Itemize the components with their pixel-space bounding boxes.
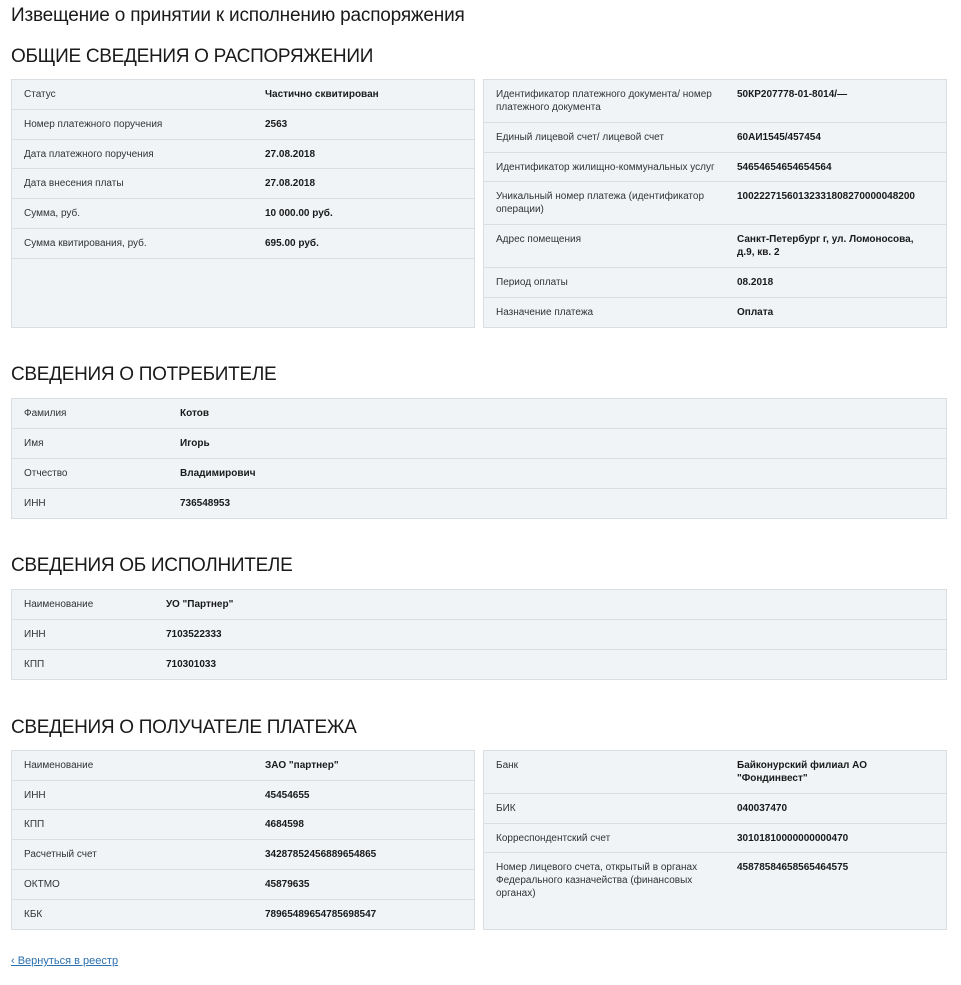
row-label: Сумма, руб. (24, 208, 81, 219)
row-bik (484, 794, 946, 824)
row-payment-doc-id (484, 80, 946, 123)
row-label: Адрес помещения (496, 234, 582, 245)
row-executor-kpp (12, 650, 946, 679)
row-label: Сумма квитирования, руб. (24, 238, 147, 249)
row-value: 10 000.00 руб. (265, 208, 333, 219)
row-label: ОКТМО (24, 879, 60, 890)
row-value: 27.08.2018 (265, 149, 316, 160)
row-value: 10022271560132331808270000048200 (737, 191, 915, 202)
row-label: Дата платежного поручения (24, 149, 154, 160)
row-value: 60АИ1545/457454 (737, 132, 821, 143)
row-value: Санкт-Петербург г, ул. Ломоносова, д.9, кв. 2 (737, 234, 914, 258)
row-value: 4684598 (265, 819, 304, 830)
row-value: Котов (180, 408, 209, 419)
row-label: Уникальный номер платежа (идентификатор операции) (496, 191, 705, 215)
row-payment-period (484, 268, 946, 298)
row-label: Назначение платежа (496, 307, 594, 318)
row-value: Оплата (737, 307, 774, 318)
row-recipient-account (12, 840, 474, 870)
general-left-panel (11, 79, 475, 328)
row-payment-date (12, 169, 474, 199)
row-executor-name (12, 590, 946, 620)
row-label: Дата внесения платы (24, 178, 124, 189)
row-label: Имя (24, 438, 44, 449)
row-label: Корреспондентский счет (496, 833, 611, 844)
row-recipient-inn (12, 781, 474, 810)
row-value: 710301033 (166, 659, 217, 670)
row-label: КПП (24, 659, 45, 670)
row-value: 040037470 (737, 803, 788, 814)
row-value: 45879635 (265, 879, 310, 890)
page-title: Извещение о принятии к исполнению распоряжения (11, 5, 465, 26)
recipient-left-panel (11, 750, 475, 930)
back-to-registry-link[interactable]: ‹ Вернуться в реестр (11, 955, 119, 967)
executor-panel (11, 589, 947, 680)
consumer-panel (11, 398, 947, 519)
row-recipient-name (12, 751, 474, 781)
row-value: 08.2018 (737, 277, 774, 288)
general-right-panel (483, 79, 947, 328)
row-label: КБК (24, 909, 43, 920)
recipient-right-panel (483, 750, 947, 930)
row-label: Номер платежного поручения (24, 119, 163, 130)
row-label: Отчество (24, 468, 68, 479)
row-label: ИНН (24, 498, 46, 509)
row-recipient-kbk (12, 900, 474, 929)
row-value: 45454655 (265, 790, 310, 801)
row-address (484, 225, 946, 268)
row-label: Статус (24, 89, 56, 100)
row-label: Наименование (24, 760, 94, 771)
row-label: БИК (496, 803, 516, 814)
row-label: Номер лицевого счета, открытый в органах Федерального казначейства (финансовых органах) (496, 862, 698, 899)
row-name (12, 429, 946, 459)
row-value: Игорь (180, 438, 210, 449)
row-payment-purpose (484, 298, 946, 327)
row-label: Банк (496, 760, 519, 771)
row-label: Период оплаты (496, 277, 568, 288)
row-inn (12, 489, 946, 518)
row-order-date (12, 140, 474, 169)
row-status (12, 80, 474, 110)
row-label: Фамилия (24, 408, 67, 419)
row-label: Расчетный счет (24, 849, 97, 860)
section-title-executor: СВЕДЕНИЯ ОБ ИСПОЛНИТЕЛЕ (11, 555, 293, 576)
row-value: УО "Партнер" (166, 599, 234, 610)
row-sum (12, 199, 474, 229)
row-value: 27.08.2018 (265, 178, 316, 189)
row-value: 736548953 (180, 498, 231, 509)
row-value: 78965489654785698547 (265, 909, 377, 920)
row-value: Частично сквитирован (265, 89, 379, 100)
row-value: 7103522333 (166, 629, 222, 640)
row-housing-id (484, 153, 946, 182)
section-title-general: ОБЩИЕ СВЕДЕНИЯ О РАСПОРЯЖЕНИИ (11, 46, 374, 67)
row-value: 45878584658565464575 (737, 862, 849, 873)
row-value: 695.00 руб. (265, 238, 319, 249)
row-recipient-oktmo (12, 870, 474, 900)
row-value: 34287852456889654865 (265, 849, 377, 860)
row-value: 54654654654654564 (737, 162, 832, 173)
section-title-recipient: СВЕДЕНИЯ О ПОЛУЧАТЕЛЕ ПЛАТЕЖА (11, 717, 357, 738)
row-label: Наименование (24, 599, 94, 610)
row-reconcile-sum (12, 229, 474, 259)
row-executor-inn (12, 620, 946, 650)
row-corr-account (484, 824, 946, 853)
row-unique-payment-number (484, 182, 946, 225)
row-order-number (12, 110, 474, 140)
row-recipient-kpp (12, 810, 474, 840)
row-label: ИНН (24, 790, 46, 801)
row-value: ЗАО "партнер" (265, 760, 339, 771)
row-treasury-account (484, 853, 946, 929)
row-bank (484, 751, 946, 794)
row-value: Владимирович (180, 468, 256, 479)
row-surname (12, 399, 946, 429)
row-label: ИНН (24, 629, 46, 640)
row-value: 30101810000000000470 (737, 833, 849, 844)
row-label: Идентификатор жилищно-коммунальных услуг (496, 162, 715, 173)
row-label: КПП (24, 819, 45, 830)
section-title-consumer: СВЕДЕНИЯ О ПОТРЕБИТЕЛЕ (11, 364, 277, 385)
row-label: Идентификатор платежного документа/ номер платежного документа (496, 89, 712, 113)
row-value: 50КР207778-01-8014/— (737, 89, 848, 100)
row-account (484, 123, 946, 153)
row-value: Байконурский филиал АО "Фондинвест" (737, 760, 868, 784)
row-patronymic (12, 459, 946, 489)
row-value: 2563 (265, 119, 288, 130)
row-label: Единый лицевой счет/ лицевой счет (496, 132, 664, 143)
